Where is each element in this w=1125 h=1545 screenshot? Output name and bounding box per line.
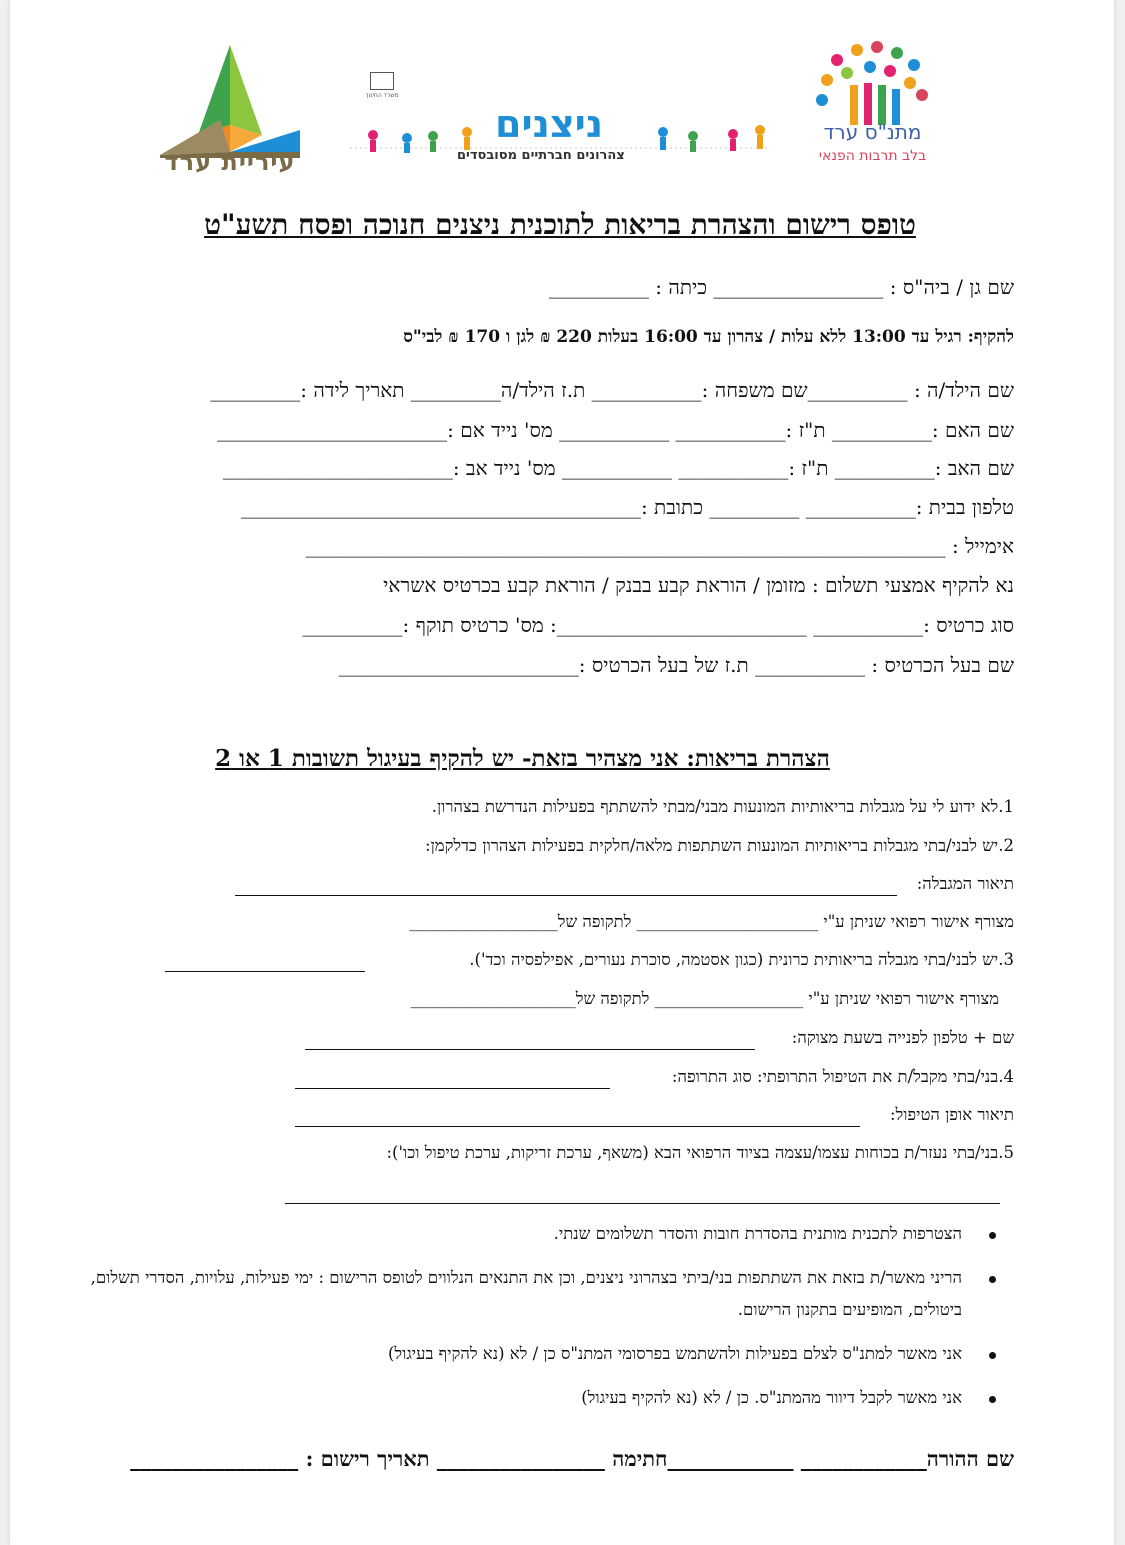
terms-list [74,1218,1014,1426]
bullet-icon [989,1232,996,1239]
bullet-icon [989,1396,996,1403]
ministry-name: משרד החינוך [365,92,399,99]
health-item-3[interactable]: 3.יש לבני/בתי מגבלה בריאותית כרונית (כגון אסטמה, סוכרת נעורים, אפילפסיה וכד'). [469,950,1014,969]
emergency-contact-field[interactable] [305,1049,755,1050]
term-text: הריני מאשר/ת בזאת את השתתפות בני/ביתי בצהרוני ניצנים, וכן את התנאים הנלווים לטופס הרישום : ימי פעילות, עלויות, הסדרי תשלום, ביטולים, המופיעים בתקנון הרישום. [90,1268,962,1319]
father-details-line[interactable]: שם האב :__________ ת"ז :___________ ___________ מס' נייד אב :_______________________ [222,456,1014,480]
matnas-slogan: בלב תרבות הפנאי [818,148,927,164]
bullet-icon [989,1352,996,1359]
child-details-line[interactable]: שם הילד/ה : __________שם משפחה :___________ ת.ז הילד/ה_________ תאריך לידה :_________ [210,378,1014,402]
chronic-condition-field[interactable] [165,971,365,972]
term-text: הצטרפות לתכנית מותנית בהסדרת חובות והסדר תשלומים שנתי. [553,1224,962,1243]
list-item [74,1262,1014,1326]
limitation-description-field[interactable] [235,895,897,896]
health-item-5: 5.בני/בתי נעזר/ת בכוחות עצמו/עצמה בציוד הרפואי הבא (משאף, ערכת זריקות, ערכת טיפול וכו'): [386,1143,1014,1162]
matnas-name: מתנ"ס ערד [823,120,922,144]
card-owner-line[interactable]: שם בעל הכרטיס : ___________ ת.ז של בעל הכרטיס :________________________ [338,653,1014,677]
medical-equipment-field[interactable] [285,1203,1000,1204]
medical-approval-line-2[interactable]: מצורף אישור רפואי שניתן ע"י __________________ לתקופה של____________________ [410,989,999,1008]
email-line[interactable]: אימייל : ________________________________________________________________ [305,534,1014,558]
arad-city-name: עיריית ערד [164,148,296,176]
signature-line[interactable]: שם ההורה____________ ____________חתימה ________________ תאריך רישום : ________________ [130,1446,1014,1471]
treatment-description-field[interactable] [295,1126,860,1127]
photo-consent-text[interactable]: אני מאשר למתנ"ס לצלם בפעילות ולהשתמש בפרסומי המתנ"ס כן / לא (נא להקיף בעיגול) [387,1344,962,1363]
bullet-icon [989,1276,996,1283]
nitzanim-title: ניצנים [495,102,604,146]
limitation-description-label: תיאור המגבלה: [916,874,1014,893]
form-page [10,0,1114,1545]
payment-method-line[interactable]: נא להקיף אמצעי תשלום : מזומן / הוראת קבע בבנק / הוראת קבע בכרטיס אשראי [383,573,1014,597]
medication-type-field[interactable] [295,1088,610,1089]
logo-strip [10,30,1114,205]
treatment-description-label: תיאור אופן הטיפול: [889,1105,1014,1124]
mailing-consent-text[interactable]: אני מאשר לקבל דיוור מהמתנ"ס. כן / לא (נא להקיף בעיגול) [581,1388,962,1407]
list-item[interactable] [74,1338,1014,1370]
fee-circle-note: להקיף: רגיל עד 13:00 ללא עלות / צהרון עד 16:00 בעלות 220 ₪ לגן ו 170 ₪ לבי"ס [403,327,1014,347]
mother-details-line[interactable]: שם האם :__________ ת"ז :___________ ___________ מס' נייד אם :_______________________ [217,418,1014,442]
health-item-4: 4.בני/בתי מקבל/ת את הטיפול התרופתי: סוג התרופה: [671,1067,1014,1086]
phone-address-line[interactable]: טלפון בבית :___________ _________ כתובת :________________________________________ [240,495,1014,519]
health-item-2[interactable]: 2.יש לבני/בתי מגבלות בריאותיות המונעות השתתפות מלאה/חלקית בפעילות הצהרון כדלקמן: [425,836,1014,855]
health-item-1[interactable]: 1.לא ידוע לי על מגבלות בריאותיות המונעות מבני/מבתי להשתתף בפעילות הנדרשת בצהרון. [431,797,1014,816]
form-title: טופס רישום והצהרת בריאות לתוכנית ניצנים חנוכה ופסח תשע"ט [204,208,916,241]
emergency-contact-label: שם + טלפון לפנייה בשעת מצוקה: [791,1028,1014,1047]
school-class-line[interactable]: שם גן / ביה"ס : _________________ כיתה : __________ [548,275,1014,299]
list-item[interactable] [74,1382,1014,1414]
medical-approval-line-1[interactable]: מצורף אישור רפואי שניתן ע"י ______________________ לתקופה של__________________ [409,912,1014,931]
list-item [74,1218,1014,1250]
health-declaration-title: הצהרת בריאות: אני מצהיר בזאת- יש להקיף בעיגול תשובות 1 או 2 [215,745,830,772]
card-details-line[interactable]: סוג כרטיס :___________ _________________________: מס' כרטיס תוקף :__________ [302,613,1014,637]
nitzanim-subtitle: צהרונים חברתיים מסובסדים [457,148,625,163]
